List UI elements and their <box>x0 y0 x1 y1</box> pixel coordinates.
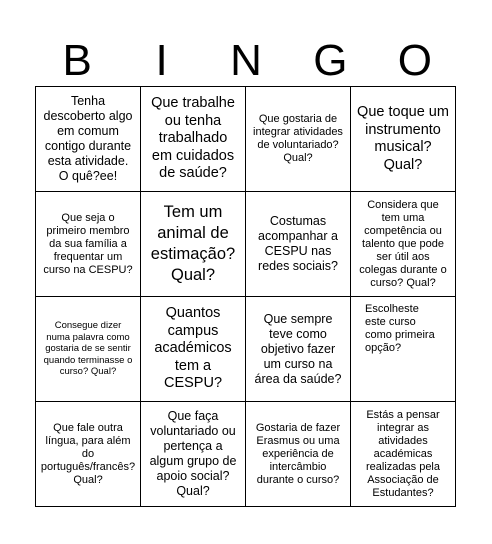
bingo-cell-4[interactable]: Que toque um instrumento musical? Qual? <box>351 87 456 192</box>
bingo-cell-13[interactable]: Que fale outra língua, para além do português/francês? Qual? <box>36 402 141 507</box>
bingo-title <box>35 36 457 86</box>
bingo-cell-8[interactable]: Considera que tem uma competência ou talento que pode ser útil aos colegas durante o curso? Qual? <box>351 192 456 297</box>
title-letter-b: B <box>62 36 92 85</box>
bingo-cell-10[interactable]: Quantos campus académicos tem a CESPU? <box>141 297 246 402</box>
bingo-cell-12[interactable]: Escolheste este curso como primeira opção? <box>351 297 456 402</box>
bingo-cell-16[interactable]: Estás a pensar integrar as atividades académicas realizadas pela Associação de Estudantes? <box>351 402 456 507</box>
bingo-cell-15[interactable]: Gostaria de fazer Erasmus ou uma experiência de intercâmbio durante o curso? <box>246 402 351 507</box>
bingo-cell-3[interactable]: Que gostaria de integrar atividades de voluntariado? Qual? <box>246 87 351 192</box>
title-letter-n: N <box>230 36 262 85</box>
title-letter-i: I <box>155 36 168 85</box>
title-letter-g: G <box>313 36 348 85</box>
bingo-cell-11[interactable]: Que sempre teve como objetivo fazer um curso na área da saúde? <box>246 297 351 402</box>
bingo-cell-6[interactable]: Tem um animal de estimação? Qual? <box>141 192 246 297</box>
bingo-cell-5[interactable]: Que seja o primeiro membro da sua família a frequentar um curso na CESPU? <box>36 192 141 297</box>
bingo-cell-14[interactable]: Que faça voluntariado ou pertença a algum grupo de apoio social? Qual? <box>141 402 246 507</box>
bingo-cell-1[interactable]: Tenha descoberto algo em comum contigo durante esta atividade. O quê?ee! <box>36 87 141 192</box>
bingo-cell-9[interactable]: Consegue dizer numa palavra como gostaria de se sentir quando terminasse o curso? Qual? <box>36 297 141 402</box>
title-letter-o: O <box>397 36 432 85</box>
bingo-card <box>35 86 456 507</box>
bingo-cell-2[interactable]: Que trabalhe ou tenha trabalhado em cuidados de saúde? <box>141 87 246 192</box>
bingo-cell-7[interactable]: Costumas acompanhar a CESPU nas redes sociais? <box>246 192 351 297</box>
